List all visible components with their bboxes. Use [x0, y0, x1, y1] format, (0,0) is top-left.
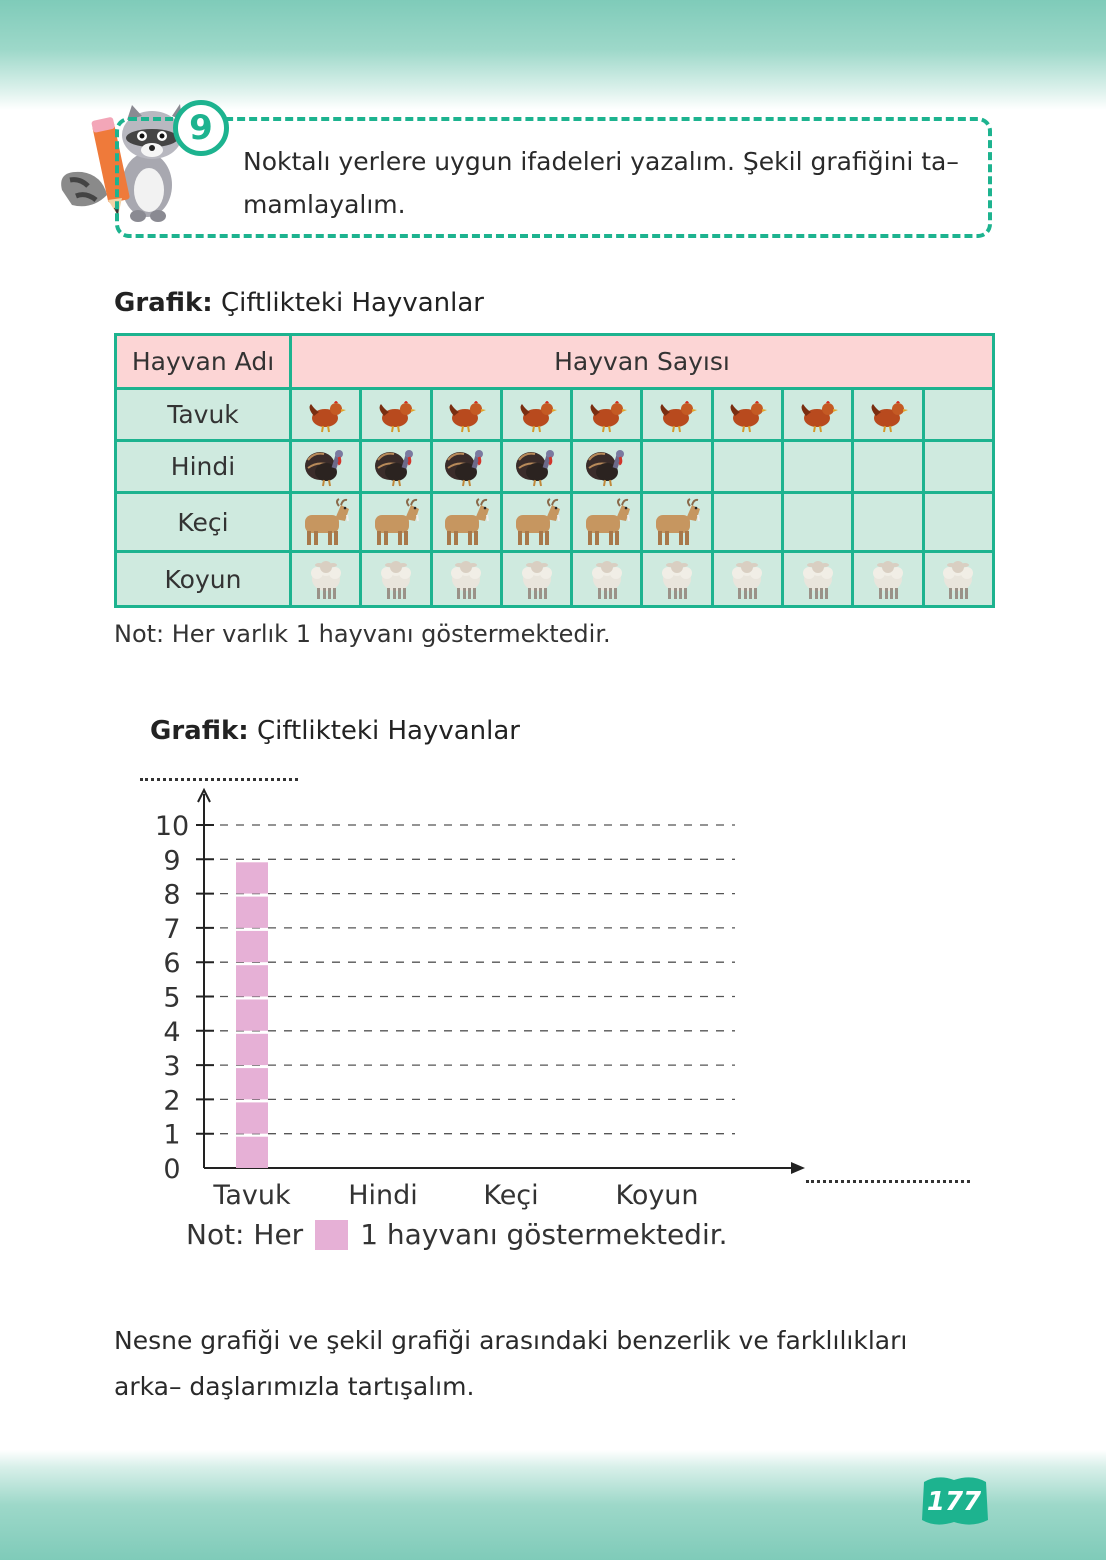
table-row [116, 552, 994, 607]
y-tick-label: 2 [163, 1085, 181, 1117]
pictograph-cell [853, 493, 923, 552]
pictograph-cell [291, 493, 361, 552]
pictograph-cell [923, 552, 993, 607]
pictograph-cell [853, 441, 923, 493]
instruction-text: Noktalı yerlere uygun ifadeleri yazalım. Şekil grafiğini ta– mamlayalım. [243, 147, 959, 219]
pictograph-cell [783, 493, 853, 552]
y-tick-label: 7 [163, 913, 181, 945]
turkey-icon [503, 446, 570, 488]
pictograph-cell [642, 552, 712, 607]
pictograph-cell [501, 552, 571, 607]
pictograph-cell [923, 389, 993, 441]
bar-unit-square [236, 1034, 268, 1065]
x-tick-label: Keçi [483, 1180, 539, 1210]
pictograph-cell [783, 441, 853, 493]
pictograph-cell [501, 389, 571, 441]
chicken-icon [503, 396, 570, 434]
pictograph-cell [361, 389, 431, 441]
pictograph-cell [923, 493, 993, 552]
question-number-badge: 9 [173, 100, 229, 156]
pictograph-cell [712, 441, 782, 493]
pictograph-cell [923, 441, 993, 493]
x-tick-label: Hindi [348, 1180, 418, 1210]
pictograph-cell [712, 389, 782, 441]
table-row [116, 441, 994, 493]
pictograph-cell [572, 552, 642, 607]
graph-title-label: Grafik: [114, 288, 213, 318]
pictograph-cell [712, 552, 782, 607]
pictograph-cell [431, 552, 501, 607]
pictograph-cell [291, 441, 361, 493]
goat-icon [643, 497, 710, 547]
sheep-icon [854, 557, 921, 601]
pictograph-cell [783, 389, 853, 441]
chicken-icon [573, 396, 640, 434]
y-tick-label: 0 [163, 1154, 181, 1185]
table-note: Not: Her varlık 1 hayvanı göstermektedir. [114, 620, 611, 648]
pictograph-cell [361, 441, 431, 493]
pictograph-cell [642, 441, 712, 493]
sheep-icon [573, 557, 640, 601]
sheep-icon [362, 557, 429, 601]
graph-title-text: Çiftlikteki Hayvanlar [256, 716, 520, 746]
y-tick-label: 4 [163, 1016, 181, 1048]
turkey-icon [292, 446, 359, 488]
row-label-keci: Keçi [116, 493, 291, 552]
bar-unit-square [236, 965, 268, 996]
y-tick-label: 5 [163, 982, 181, 1014]
pictograph-cell [431, 493, 501, 552]
turkey-icon [573, 446, 640, 488]
turkey-icon [433, 446, 500, 488]
bar-chart [140, 780, 820, 1210]
bar-unit-square [236, 1102, 268, 1133]
sheep-icon [643, 557, 710, 601]
pictograph-cell [501, 441, 571, 493]
chicken-icon [433, 396, 500, 434]
pictograph-cell [291, 552, 361, 607]
chart-note-suffix: 1 hayvanı göstermektedir. [360, 1218, 728, 1251]
row-label-hindi: Hindi [116, 441, 291, 493]
chart-note [186, 1218, 728, 1251]
sheep-icon [925, 557, 992, 601]
sheep-icon [784, 557, 851, 601]
bar-unit-square [236, 1137, 268, 1168]
pictograph-cell [853, 552, 923, 607]
y-tick-label: 1 [163, 1119, 181, 1151]
bar-unit-square [236, 897, 268, 928]
pictograph-cell [431, 389, 501, 441]
top-band [0, 0, 1106, 110]
table-graph-title [114, 288, 484, 318]
discussion-text: Nesne grafiği ve şekil grafiği arasındaki benzerlik ve farklılıkları arka– daşlarımızla tartışalım. [114, 1326, 908, 1401]
x-tick-label: Koyun [615, 1180, 699, 1210]
bar-unit-square [236, 1000, 268, 1031]
y-tick-label: 10 [154, 811, 190, 842]
pictograph-cell [361, 493, 431, 552]
pictograph-cell [572, 389, 642, 441]
sheep-icon [433, 557, 500, 601]
row-label-tavuk: Tavuk [116, 389, 291, 441]
sheep-icon [714, 557, 781, 601]
legend-square-icon [315, 1220, 348, 1250]
pictograph-table [114, 333, 995, 608]
pictograph-cell [853, 389, 923, 441]
pictograph-cell [572, 441, 642, 493]
goat-icon [433, 497, 500, 547]
y-tick-label: 3 [163, 1051, 181, 1083]
goat-icon [362, 497, 429, 547]
chicken-icon [854, 396, 921, 434]
pictograph-cell [642, 493, 712, 552]
chicken-icon [362, 396, 429, 434]
y-tick-label: 8 [163, 879, 181, 911]
bar-unit-square [236, 931, 268, 962]
pictograph-cell [291, 389, 361, 441]
sheep-icon [503, 557, 570, 601]
page-number: 177 [926, 1487, 982, 1517]
pictograph-cell [783, 552, 853, 607]
x-tick-label: Tavuk [213, 1180, 291, 1210]
graph-title-label: Grafik: [150, 716, 249, 746]
y-tick-label: 9 [163, 845, 181, 877]
pictograph-cell [431, 441, 501, 493]
pictograph-cell [642, 389, 712, 441]
table-row [116, 389, 994, 441]
pictograph-cell [572, 493, 642, 552]
chart-graph-title [150, 716, 520, 746]
bar-unit-square [236, 1068, 268, 1099]
x-axis-arrow-icon [791, 1162, 805, 1174]
pictograph-cell [361, 552, 431, 607]
header-animal-count: Hayvan Sayısı [291, 335, 994, 389]
sheep-icon [292, 557, 359, 601]
header-animal-name: Hayvan Adı [116, 335, 291, 389]
chicken-icon [292, 396, 359, 434]
pictograph-cell [501, 493, 571, 552]
goat-icon [503, 497, 570, 547]
chicken-icon [784, 396, 851, 434]
goat-icon [573, 497, 640, 547]
chart-note-prefix: Not: Her [186, 1218, 304, 1251]
graph-title-text: Çiftlikteki Hayvanlar [220, 288, 484, 318]
pictograph-cell [712, 493, 782, 552]
page-number-badge [918, 1472, 990, 1530]
x-axis-label-blank[interactable] [806, 1180, 970, 1183]
row-label-koyun: Koyun [116, 552, 291, 607]
goat-icon [292, 497, 359, 547]
bar-unit-square [236, 862, 268, 893]
table-row [116, 493, 994, 552]
chicken-icon [643, 396, 710, 434]
y-tick-label: 6 [163, 948, 181, 980]
turkey-icon [362, 446, 429, 488]
chicken-icon [714, 396, 781, 434]
